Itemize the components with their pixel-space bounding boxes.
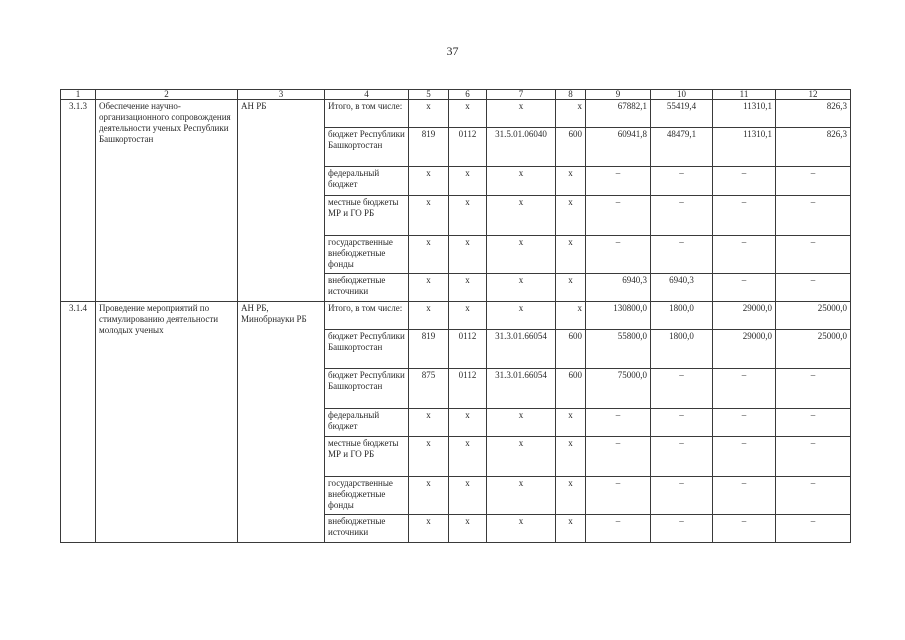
cell-c7: x (487, 477, 556, 515)
cell-c11: 11310,1 (713, 100, 776, 128)
cell-c12: – (776, 437, 851, 477)
cell-c9: 6940,3 (586, 274, 651, 302)
table-row (61, 302, 851, 330)
cell-c10: 1800,0 (651, 302, 713, 330)
cell-c11: – (713, 167, 776, 196)
cell-c6: x (449, 302, 487, 330)
cell-c6: x (449, 236, 487, 274)
cell-c10: – (651, 236, 713, 274)
column-header: 7 (487, 90, 556, 100)
item-code: 3.1.3 (61, 100, 96, 302)
column-header: 12 (776, 90, 851, 100)
cell-c7: x (487, 409, 556, 437)
cell-c12: – (776, 477, 851, 515)
column-header: 1 (61, 90, 96, 100)
cell-c12: – (776, 196, 851, 236)
cell-c8: 600 (556, 128, 586, 167)
cell-c6: x (449, 196, 487, 236)
cell-c9: – (586, 477, 651, 515)
cell-c6: x (449, 477, 487, 515)
cell-c12: – (776, 409, 851, 437)
cell-c6: x (449, 100, 487, 128)
column-header: 4 (325, 90, 409, 100)
cell-c12: 25000,0 (776, 330, 851, 369)
cell-c7: 31.5.01.06040 (487, 128, 556, 167)
cell-c8: x (556, 236, 586, 274)
cell-c12: – (776, 236, 851, 274)
cell-c7: x (487, 274, 556, 302)
cell-c5: x (409, 477, 449, 515)
cell-c6: x (449, 437, 487, 477)
funding-source: государственные внебюджетные фонды (325, 236, 409, 274)
cell-c8: x (556, 274, 586, 302)
cell-c9: – (586, 409, 651, 437)
cell-c11: – (713, 274, 776, 302)
cell-c6: x (449, 274, 487, 302)
cell-c6: x (449, 409, 487, 437)
cell-c11: – (713, 515, 776, 543)
item-executor: АН РБ (238, 100, 325, 302)
funding-source: местные бюджеты МР и ГО РБ (325, 437, 409, 477)
cell-c8: x (556, 515, 586, 543)
cell-c8: x (556, 196, 586, 236)
cell-c9: – (586, 515, 651, 543)
cell-c8: x (556, 477, 586, 515)
cell-c12: – (776, 369, 851, 409)
cell-c6: x (449, 515, 487, 543)
cell-c5: x (409, 196, 449, 236)
cell-c12: – (776, 274, 851, 302)
cell-c5: x (409, 302, 449, 330)
funding-source: бюджет Республики Башкортостан (325, 330, 409, 369)
cell-c12: 826,3 (776, 128, 851, 167)
column-header: 11 (713, 90, 776, 100)
cell-c7: 31.3.01.66054 (487, 330, 556, 369)
cell-c11: – (713, 437, 776, 477)
cell-c11: – (713, 409, 776, 437)
cell-c7: 31.3.01.66054 (487, 369, 556, 409)
item-executor: АН РБ, Минобрнауки РБ (238, 302, 325, 543)
cell-c8: x (556, 302, 586, 330)
cell-c7: x (487, 302, 556, 330)
column-header: 3 (238, 90, 325, 100)
cell-c9: 60941,8 (586, 128, 651, 167)
cell-c11: – (713, 477, 776, 515)
cell-c7: x (487, 236, 556, 274)
cell-c11: – (713, 369, 776, 409)
funding-source: внебюджетные источники (325, 515, 409, 543)
table-row (61, 100, 851, 128)
cell-c10: 55419,4 (651, 100, 713, 128)
cell-c10: – (651, 196, 713, 236)
cell-c9: – (586, 196, 651, 236)
cell-c12: – (776, 167, 851, 196)
cell-c10: 6940,3 (651, 274, 713, 302)
funding-source: местные бюджеты МР и ГО РБ (325, 196, 409, 236)
cell-c10: – (651, 477, 713, 515)
funding-source: бюджет Республики Башкортостан (325, 369, 409, 409)
item-code: 3.1.4 (61, 302, 96, 543)
funding-source: федеральный бюджет (325, 409, 409, 437)
cell-c7: x (487, 515, 556, 543)
cell-c12: 25000,0 (776, 302, 851, 330)
item-title: Проведение мероприятий по стимулированию деятельности молодых ученых (96, 302, 238, 543)
cell-c5: 875 (409, 369, 449, 409)
column-header: 2 (96, 90, 238, 100)
cell-c10: – (651, 515, 713, 543)
cell-c10: – (651, 167, 713, 196)
cell-c7: x (487, 437, 556, 477)
cell-c5: 819 (409, 128, 449, 167)
cell-c9: – (586, 167, 651, 196)
cell-c6: 0112 (449, 128, 487, 167)
cell-c8: x (556, 100, 586, 128)
cell-c5: x (409, 437, 449, 477)
cell-c9: 130800,0 (586, 302, 651, 330)
column-header: 5 (409, 90, 449, 100)
funding-source: государственные внебюджетные фонды (325, 477, 409, 515)
cell-c8: x (556, 409, 586, 437)
page-number: 37 (446, 44, 459, 58)
cell-c8: x (556, 437, 586, 477)
cell-c6: 0112 (449, 330, 487, 369)
cell-c6: 0112 (449, 369, 487, 409)
cell-c10: – (651, 437, 713, 477)
funding-source: внебюджетные источники (325, 274, 409, 302)
cell-c9: – (586, 236, 651, 274)
item-title: Обеспечение научно-организационного сопровождения деятельности ученых Республики Башкортостан (96, 100, 238, 302)
cell-c9: 75000,0 (586, 369, 651, 409)
cell-c9: 55800,0 (586, 330, 651, 369)
cell-c11: – (713, 196, 776, 236)
cell-c5: 819 (409, 330, 449, 369)
column-header: 9 (586, 90, 651, 100)
column-header: 8 (556, 90, 586, 100)
cell-c10: – (651, 369, 713, 409)
cell-c10: 48479,1 (651, 128, 713, 167)
funding-source: федеральный бюджет (325, 167, 409, 196)
funding-source: Итого, в том числе: (325, 302, 409, 330)
funding-source: бюджет Республики Башкортостан (325, 128, 409, 167)
budget-table (60, 89, 851, 543)
cell-c12: 826,3 (776, 100, 851, 128)
cell-c8: 600 (556, 330, 586, 369)
cell-c11: 11310,1 (713, 128, 776, 167)
cell-c5: x (409, 236, 449, 274)
cell-c11: 29000,0 (713, 302, 776, 330)
cell-c5: x (409, 100, 449, 128)
cell-c8: 600 (556, 369, 586, 409)
column-header: 10 (651, 90, 713, 100)
header-row (61, 90, 851, 100)
cell-c6: x (449, 167, 487, 196)
cell-c8: x (556, 167, 586, 196)
cell-c5: x (409, 515, 449, 543)
cell-c9: – (586, 437, 651, 477)
cell-c7: x (487, 167, 556, 196)
cell-c7: x (487, 196, 556, 236)
cell-c11: 29000,0 (713, 330, 776, 369)
cell-c5: x (409, 167, 449, 196)
cell-c10: – (651, 409, 713, 437)
cell-c10: 1800,0 (651, 330, 713, 369)
cell-c12: – (776, 515, 851, 543)
funding-source: Итого, в том числе: (325, 100, 409, 128)
column-header: 6 (449, 90, 487, 100)
cell-c9: 67882,1 (586, 100, 651, 128)
cell-c5: x (409, 409, 449, 437)
cell-c11: – (713, 236, 776, 274)
cell-c7: x (487, 100, 556, 128)
cell-c5: x (409, 274, 449, 302)
